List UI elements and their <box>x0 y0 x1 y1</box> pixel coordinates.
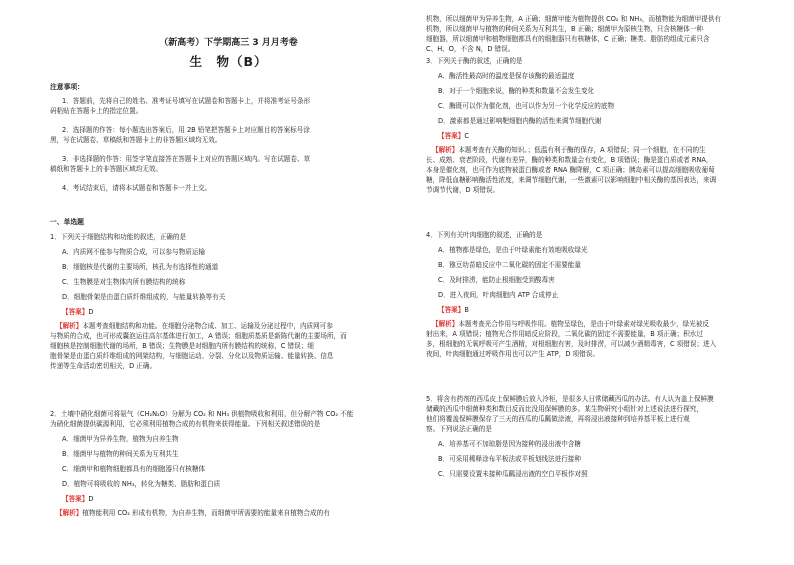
q2-analysis-continued <box>426 14 783 54</box>
option-c: C．生物膜是对生物体内所有膜结构的统称 <box>62 278 186 286</box>
option-b: B．对于一个细胞来说，酶的种类和数量不会发生变化 <box>438 87 595 95</box>
option-c: C．细菌甲和植物细胞都具有的细胞器只有核糖体 <box>62 465 206 473</box>
analysis-line: 糖，降低血糖影响酶活性浓度，来调节细胞代谢，一些激素可以影响细胞中相关酶的基因表达，来调 <box>426 176 717 184</box>
option-d: D．进入夜间，叶肉细胞内 ATP 合成停止 <box>438 291 559 299</box>
question-stem: 察。下列说法正确的是 <box>426 425 492 433</box>
question-1 <box>50 232 407 371</box>
answer-value: B <box>464 306 469 314</box>
option-b: B．猕豆幼苗暗反应中二氧化碳的固定不需要能量 <box>438 261 581 269</box>
analysis-line: 多，根细胞的无氧呼吸可产生酒精，对根细胞有害，及时排涝，可以减少酒精毒害，C 项错误；进入 <box>426 340 717 348</box>
option-a: A．细菌甲为异养生物，植物为自养生物 <box>62 435 179 443</box>
option-a: A．内质网不能参与物质合成，可以参与物质运输 <box>62 248 205 256</box>
option-b: B．细胞核是代谢的主要场所，核孔为有选择性的通道 <box>62 263 219 271</box>
question-stem: 为硝化细菌提供碳源利用，它必须利用植物合成的有机物来获得能量。下列相关叙述错误的是 <box>50 420 321 428</box>
question-stem: 4．下列有关叶肉细胞的叙述，正确的是 <box>426 231 543 239</box>
right-column <box>426 4 783 565</box>
question-stem: 储藏的西瓜中细菌种类和数目反而比没用保鲜膜的多。某生物研究小组针对上述说法进行探究， <box>426 405 703 413</box>
analysis-label: 【解析】 <box>56 322 83 330</box>
option-b: B．可采用稀释涂布平板法或平板划线法进行接种 <box>438 455 581 463</box>
question-stem: 5．将含有药剂的西瓜皮上保鲜膜后放入冷柜，是很多人日常储藏西瓜的办法。有人认为盖上保鲜膜 <box>426 395 714 403</box>
option-b: B．细菌甲与植物的种间关系为互利共生 <box>62 450 179 458</box>
analysis-line: 细胞核是控制细胞代谢的场所，B 错误；生物膜是对细胞内所有膜结构的统称，C 错误；细 <box>50 342 314 350</box>
analysis-line: 胞骨架是由蛋白质纤维组成的网架结构，与细胞运动、分裂、分化以及物质运输、能量转换、信息 <box>50 352 334 360</box>
analysis-text: 植物能利用 CO₂ 形成有机物，为自养生物，而细菌甲所需要的能量来自植物合成的有 <box>82 509 330 517</box>
question-5 <box>426 394 783 479</box>
section-title: 一、单选题 <box>50 218 84 226</box>
analysis-line: 长、成熟、衰老阶段，代谢有差异，酶的种类和数量会有变化，B 项错误；酶是蛋白质或者 RNA， <box>426 156 713 164</box>
analysis-line: 传递等生命活动密切相关，D 正确。 <box>50 362 157 370</box>
option-a: A．酶活性最高时的温度是保存该酶的最适温度 <box>438 72 575 80</box>
question-stem: 他们将覆盖保鲜膜保存了三天的西瓜的瓜瓤做涂液，再将浸出液接种到培养基平板上进行观 <box>426 415 690 423</box>
exam-title: （新高考）下学期高三 3 月月考卷 <box>159 38 298 48</box>
analysis-text: 本题考查细胞结构和功能。在细胞分泌物合成、加工、运输及分泌过程中，内质网可参 <box>82 322 333 330</box>
analysis-label: 【解析】 <box>56 509 83 517</box>
analysis-line: 机物，所以细菌甲为异养生物，A 正确；细菌甲能为植物提供 CO₂ 和 NH₃，而植物能为细菌甲提供有 <box>426 15 722 23</box>
answer-label: 【答案】 <box>62 495 89 503</box>
analysis-line: 夜间，叶肉细胞通过呼吸作用也可以产生 ATP，D 项错误。 <box>426 350 599 358</box>
analysis-line: 与物质的合成，也可形成囊泡运往高尔基体进行加工，A 错误；细胞质基质是新陈代谢的主要场所，而 <box>50 332 347 340</box>
analysis-text: 本题考查光合作用与呼吸作用。植物呈绿色，是由于叶绿素对绿光吸收最少，绿光被反 <box>458 320 709 328</box>
answer-value: D <box>88 495 94 503</box>
notice-line: 3．非选择题的作答：用签字笔直接答在答题卡上对应的答题区域内。写在试题卷、草 <box>62 155 311 163</box>
question-2 <box>50 409 407 518</box>
question-stem: 1．下列关于细胞结构和功能的叙述，正确的是 <box>50 233 187 241</box>
notice-line: 1．答题前，先将自己的姓名、准考证号填写在试题卷和答题卡上，并将准考证号条形 <box>62 97 311 105</box>
question-stem: 2．土壤中硝化细菌可将氨气（CH₂N₂O）分解为 CO₂ 和 NH₃ 供植物吸收和利用，但分解产物 CO₂ 不能 <box>50 410 354 418</box>
answer-value: D <box>88 308 94 316</box>
notice-line: 稿纸和答题卡上的非答题区域均无效。 <box>50 165 163 173</box>
notice-line: 黑，写在试题卷、草稿纸和答题卡上的非答题区域均无效。 <box>50 136 222 144</box>
answer-row <box>426 131 783 141</box>
answer-row <box>50 307 407 317</box>
notice-line: 4．考试结束后，请将本试题卷和答题卡一并上交。 <box>62 184 212 192</box>
analysis-line: 射出来，A 项错误；植物光合作用暗反应阶段，二氧化碳的固定不需要能量，B 项正确；积水过 <box>426 330 703 338</box>
option-d: D．细胞骨架是由蛋白质纤维组成的，与能量转换等有关 <box>62 293 226 301</box>
answer-label: 【答案】 <box>62 308 89 316</box>
notice-section <box>50 82 407 193</box>
option-c: C．只需要设置未接种瓜瓤浸出液的空白平板作对照 <box>438 470 588 478</box>
analysis-text: 本题考查有关酶的知识。；低温有利于酶的保存，A 项错误；同一个细胞，在不同的生 <box>458 146 706 154</box>
analysis-line: 本身是催化剂，也可作为底物被蛋白酶或者 RNA 酶降解，C 项正确；胰岛素可以提高细胞吸收葡萄 <box>426 166 715 174</box>
analysis-line: 节调节代谢，D 项错误。 <box>426 186 500 194</box>
analysis-label: 【解析】 <box>432 320 459 328</box>
answer-value: C <box>464 132 469 140</box>
analysis-line: 机物，所以细菌甲与植物的种间关系为互利共生，B 正确；细菌甲为原核生物，只含核糖体一种 <box>426 25 703 33</box>
option-d: D．激素都是通过影响靶细胞内酶的活性来调节细胞代谢 <box>438 117 602 125</box>
question-3 <box>426 56 783 195</box>
notice-line: 2．选择题的作答：每小题选出答案后，用 2B 铅笔把答题卡上对应题目的答案标号涂 <box>62 126 310 134</box>
question-4 <box>426 230 783 359</box>
answer-label: 【答案】 <box>438 132 465 140</box>
answer-row <box>426 305 783 315</box>
option-c: C．及时排涝，能防止根细胞受到酸毒害 <box>438 276 555 284</box>
option-a: A．培养基可不加琼脂是因为接种的浸出液中含糖 <box>438 440 581 448</box>
option-a: A．植物都是绿色，是由于叶绿素能有效地吸收绿光 <box>438 246 588 254</box>
subject-title: 生 物（B） <box>189 54 268 69</box>
analysis-line: C、H、O，不含 N，D 错误。 <box>426 45 515 53</box>
analysis-label: 【解析】 <box>432 146 459 154</box>
notice-line: 码粘贴在答题卡上的指定位置。 <box>50 107 143 115</box>
notice-title: 注意事项： <box>50 83 84 91</box>
left-column <box>50 4 407 565</box>
analysis-line: 细胞器，所以细菌甲和植物细胞都具有的细胞器只有核糖体，C 正确；糖类、脂肪的组成元素只含 <box>426 35 710 43</box>
question-stem: 3．下列关于酶的叙述，正确的是 <box>426 57 523 65</box>
section-heading <box>50 217 407 227</box>
option-c: C．酶既可以作为催化剂，也可以作为另一个化学反应的底物 <box>438 102 615 110</box>
answer-row <box>50 494 407 504</box>
answer-label: 【答案】 <box>438 306 465 314</box>
option-d: D．植物可将吸收的 NH₃，转化为糖类、脂肪和蛋白质 <box>62 480 221 488</box>
